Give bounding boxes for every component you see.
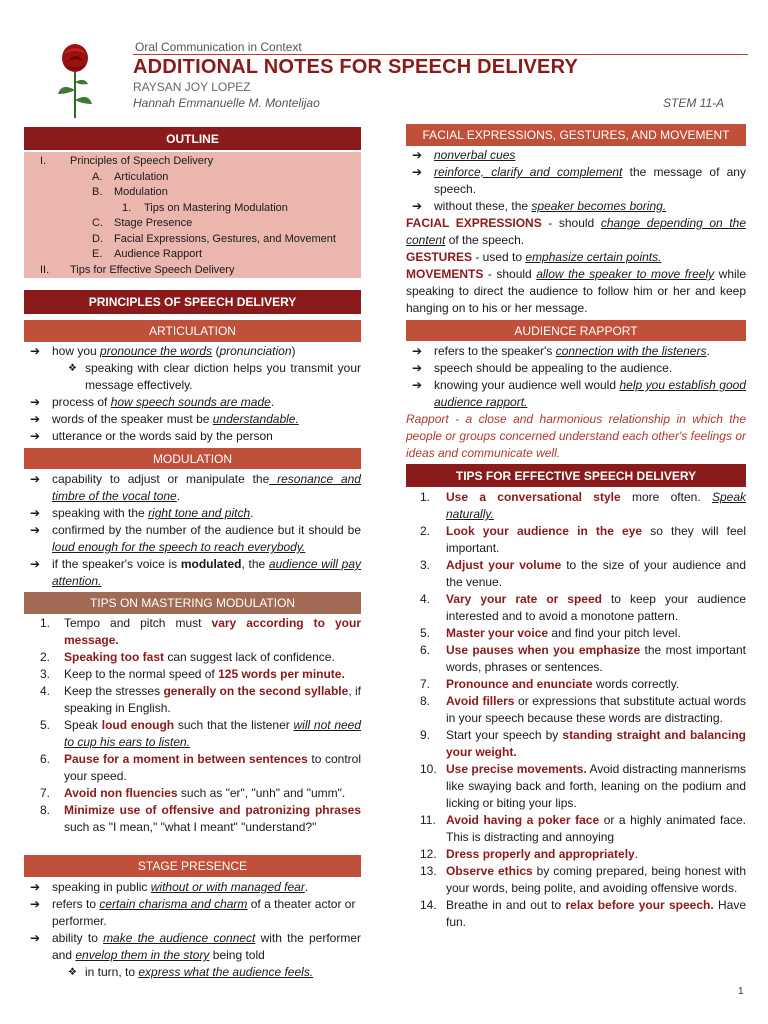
facial-expressions-paragraph: FACIAL EXPRESSIONS - should change depending on the content of the speech.	[406, 216, 746, 247]
list-item: 4. Vary your rate or speed to keep your audience interested and to avoid a monotone pattern.	[420, 592, 746, 623]
outline-item	[24, 216, 361, 232]
outline-number: E.	[92, 248, 103, 260]
list-number: 14.	[420, 898, 437, 912]
outline-number: D.	[92, 232, 103, 245]
articulation-list	[24, 343, 361, 445]
rapport-heading: AUDIENCE RAPPORT	[406, 320, 746, 341]
list-item: ➔ how you pronounce the words (pronunciation)	[30, 344, 296, 358]
list-number: 8.	[40, 803, 51, 817]
list-item: ➔ process of how speech sounds are made.	[30, 395, 275, 409]
outline-item	[24, 170, 361, 186]
arrow-icon: ➔	[412, 361, 423, 375]
list-item: 4. Keep the stresses generally on the second syllable, if speaking in English.	[40, 684, 362, 715]
list-number: 7.	[420, 677, 431, 691]
list-item: 7. Avoid non fluencies such as "er", "unh" and "umm".	[40, 786, 346, 800]
outline-number: A.	[92, 170, 103, 183]
list-number: 5.	[40, 718, 51, 732]
list-item: 3. Keep to the normal speed of 125 words per minute.	[40, 667, 345, 681]
arrow-icon: ➔	[30, 429, 41, 443]
list-item: ➔ utterance or the words said by the person	[30, 429, 273, 443]
list-item: ➔ refers to the speaker's connection with the listeners.	[412, 344, 710, 358]
list-item: 6. Pause for a moment in between sentences to control your speed.	[40, 752, 361, 783]
list-number: 3.	[420, 558, 431, 572]
arrow-icon: ➔	[30, 897, 41, 911]
author-name: RAYSAN JOY LOPEZ	[133, 80, 251, 94]
list-item: ➔ words of the speaker must be understandable.	[30, 412, 299, 426]
list-item: 5. Speak loud enough such that the listener will not need to cup his ears to listen.	[40, 718, 362, 749]
facial-heading: FACIAL EXPRESSIONS, GESTURES, AND MOVEMENT	[406, 124, 746, 146]
subject-label: Oral Communication in Context	[135, 40, 302, 54]
header-rule	[133, 54, 748, 55]
list-item: ➔ nonverbal cues	[412, 148, 516, 162]
outline-box	[24, 152, 361, 278]
arrow-icon: ➔	[30, 344, 41, 358]
arrow-icon: ➔	[412, 199, 423, 213]
outline-text: Audience Rapport	[114, 248, 203, 260]
arrow-icon: ➔	[30, 523, 41, 537]
list-item: ➔ without these, the speaker becomes boring.	[412, 199, 667, 213]
outline-item	[24, 185, 361, 201]
outline-number: I.	[40, 155, 47, 167]
diamond-icon: ❖	[68, 967, 77, 978]
list-item: ➔ speaking in public without or with managed fear.	[30, 880, 309, 894]
arrow-icon: ➔	[412, 148, 423, 162]
list-number: 3.	[40, 667, 51, 681]
outline-text: Tips on Mastering Modulation	[144, 201, 288, 214]
arrow-icon: ➔	[30, 395, 41, 409]
list-item: ❖ speaking with clear diction helps you transmit your message effectively.	[68, 361, 361, 392]
list-number: 4.	[40, 684, 51, 698]
list-item: ➔ knowing your audience well would help you establish good audience rapport.	[412, 378, 746, 409]
arrow-icon: ➔	[412, 378, 423, 392]
list-item: ➔ reinforce, clarify and complement the message of any speech.	[412, 165, 746, 196]
list-item: 7. Pronounce and enunciate words correctly.	[420, 677, 680, 691]
arrow-icon: ➔	[30, 412, 41, 426]
list-item: ❖ in turn, to express what the audience feels.	[68, 965, 314, 979]
list-item: 12. Dress properly and appropriately.	[420, 847, 639, 861]
list-number: 2.	[40, 650, 51, 664]
outline-text: Articulation	[114, 170, 169, 183]
arrow-icon: ➔	[30, 472, 41, 486]
tips-effective-heading: TIPS FOR EFFECTIVE SPEECH DELIVERY	[406, 464, 746, 487]
facial-section	[406, 147, 746, 317]
list-number: 11.	[420, 813, 436, 827]
diamond-icon: ❖	[68, 363, 77, 374]
arrow-icon: ➔	[412, 344, 423, 358]
rapport-section	[406, 343, 746, 462]
arrow-icon: ➔	[30, 557, 41, 571]
tips-modulation-heading: TIPS ON MASTERING MODULATION	[24, 592, 361, 614]
list-item: 6. Use pauses when you emphasize the most important words, phrases or sentences.	[420, 643, 746, 674]
articulation-heading: ARTICULATION	[24, 320, 361, 342]
list-item: 5. Master your voice and find your pitch level.	[420, 626, 681, 640]
page-number: 1	[738, 986, 744, 997]
outline-text: Modulation	[114, 186, 168, 198]
outline-item	[24, 263, 361, 279]
list-number: 10.	[420, 762, 437, 776]
modulation-heading: MODULATION	[24, 448, 361, 469]
member-name: Hannah Emmanuelle M. Montelijao	[133, 96, 320, 110]
list-number: 2.	[420, 524, 431, 538]
outline-item	[24, 201, 361, 217]
list-number: 4.	[420, 592, 431, 606]
list-item: 8. Avoid fillers or expressions that substitute actual words in your speech because these words are distracting.	[420, 694, 746, 725]
list-item: ➔ speaking with the right tone and pitch.	[30, 506, 254, 520]
arrow-icon: ➔	[412, 165, 423, 179]
list-item: ➔ confirmed by the number of the audience but it should be loud enough for the speech to reach everybody.	[30, 523, 361, 554]
outline-number: 1.	[122, 201, 132, 214]
arrow-icon: ➔	[30, 931, 41, 945]
list-item: 13. Observe ethics by coming prepared, being honest with your words, being polite, and avoiding offensive words.	[420, 864, 746, 895]
list-item: ➔ if the speaker's voice is modulated, the audience will pay attention.	[30, 557, 361, 588]
list-number: 9.	[420, 728, 431, 742]
outline-number: C.	[92, 217, 103, 229]
principles-heading: PRINCIPLES OF SPEECH DELIVERY	[24, 290, 361, 314]
rose-icon	[52, 40, 98, 120]
outline-item	[24, 232, 361, 248]
list-item: 3. Adjust your volume to the size of your audience and the venue.	[420, 558, 747, 589]
outline-text: Facial Expressions, Gestures, and Movement	[114, 232, 336, 245]
gestures-paragraph: GESTURES - used to emphasize certain points.	[406, 250, 662, 264]
arrow-icon: ➔	[30, 880, 41, 894]
list-item: ➔ ability to make the audience connect with the performer and envelop them in the story being told	[30, 931, 361, 962]
list-item: 1. Use a conversational style more often. Speak naturally.	[420, 490, 746, 521]
list-number: 8.	[420, 694, 431, 708]
list-item: ➔ capability to adjust or manipulate the resonance and timbre of the vocal tone.	[30, 472, 361, 503]
list-item: 1. Tempo and pitch must vary according to your message.	[40, 616, 361, 647]
outline-item	[24, 154, 361, 170]
rapport-definition: Rapport - a close and harmonious relationship in which the people or groups concerned understand each other's feelings or ideas and communicate well.	[406, 412, 746, 460]
list-item: ➔ speech should be appealing to the audience.	[412, 361, 673, 375]
list-item: 11. Avoid having a poker face or a highly animated face. This is distracting and annoying	[420, 813, 747, 844]
tips-modulation-list	[24, 615, 361, 836]
list-item: 10. Use precise movements. Avoid distracting mannerisms like swaying back and forth, leaning on the podium and licking or biting your lips.	[420, 762, 746, 810]
outline-text: Stage Presence	[114, 217, 193, 229]
list-item: 2. Speaking too fast can suggest lack of confidence.	[40, 650, 335, 664]
outline-text: Tips for Effective Speech Delivery	[70, 263, 235, 276]
list-number: 1.	[40, 616, 51, 630]
outline-number: II.	[40, 263, 50, 276]
list-number: 5.	[420, 626, 431, 640]
list-number: 6.	[420, 643, 431, 657]
tips-effective-list	[406, 489, 746, 931]
page-title: ADDITIONAL NOTES FOR SPEECH DELIVERY	[133, 56, 579, 78]
stage-presence-list	[24, 879, 361, 981]
outline-heading: OUTLINE	[24, 127, 361, 150]
outline-text: Principles of Speech Delivery	[70, 155, 214, 167]
list-number: 13.	[420, 864, 437, 878]
outline-number: B.	[92, 186, 103, 198]
list-number: 6.	[40, 752, 51, 766]
modulation-list	[24, 471, 361, 590]
stage-presence-heading: STAGE PRESENCE	[24, 855, 361, 877]
class-label: STEM 11-A	[663, 96, 725, 110]
arrow-icon: ➔	[30, 506, 41, 520]
movements-paragraph: MOVEMENTS - should allow the speaker to move freely while speaking to direct the audience to follow him or her and keep hanging on to his or her message.	[406, 267, 747, 315]
list-number: 7.	[40, 786, 51, 800]
list-item: 2. Look your audience in the eye so they will feel important.	[420, 524, 747, 555]
list-item: 14. Breathe in and out to relax before your speech. Have fun.	[420, 898, 746, 929]
outline-item	[24, 247, 361, 263]
list-item: 8. Minimize use of offensive and patronizing phrases such as "I mean," "what I meant" "understand?"	[40, 803, 361, 834]
list-item: 9. Start your speech by standing straight and balancing your weight.	[420, 728, 746, 759]
list-item: ➔ refers to certain charisma and charm of a theater actor or performer.	[30, 897, 356, 928]
list-number: 1.	[420, 490, 431, 504]
list-number: 12.	[420, 847, 437, 861]
